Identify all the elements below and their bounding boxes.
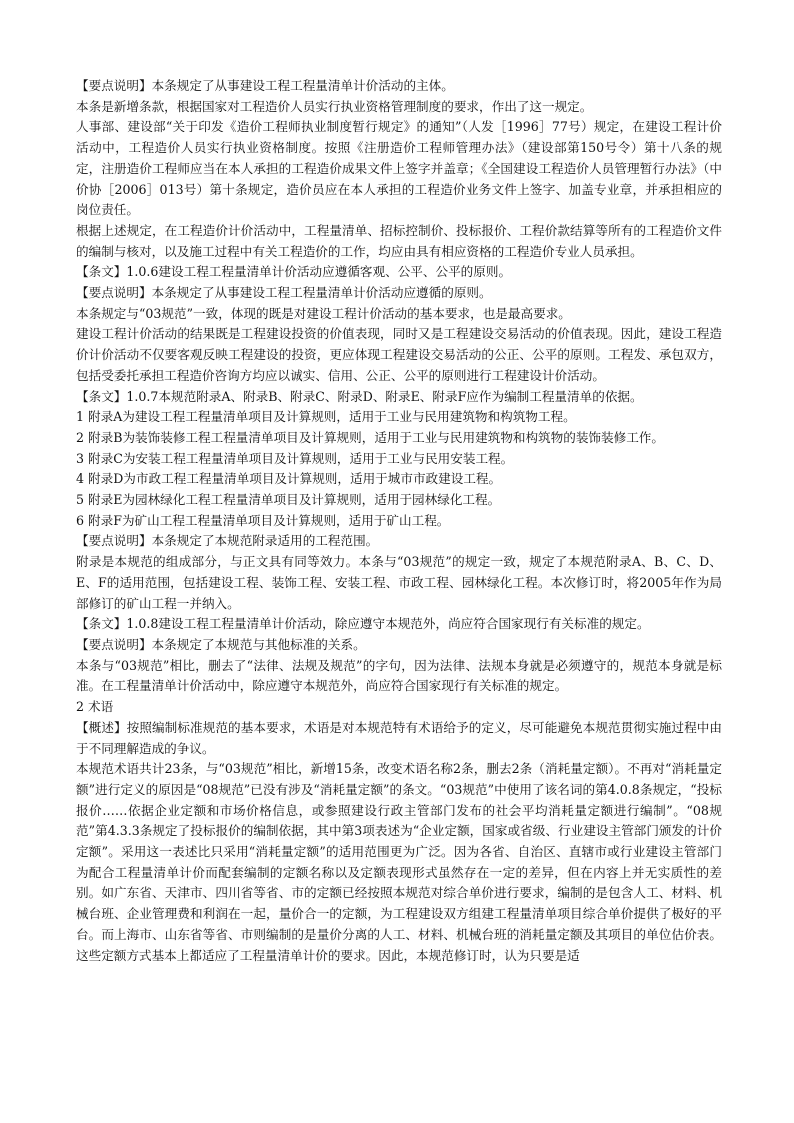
paragraph-key-point-subject: 【要点说明】本条规定了从事建设工程工程量清单计价活动的主体。 [76, 78, 454, 93]
paragraph-overview-terms: 【概述】按照编制标准规范的基本要求，术语是对本规范特有术语给予的定义，尽可能避免本规范贯彻实施过程中由于不同理解造成的争议。 [76, 719, 722, 756]
section-heading-terms: 2 术语 [76, 699, 114, 715]
paragraph-consistent-with-03: 本条规定与“03规范”一致，体现的既是对建设工程计价活动的基本要求，也是最高要求。 [76, 305, 571, 321]
list-item-appendix-c: 3 附录C为安装工程工程量清单项目及计算规则，适用于工业与民用安装工程。 [76, 450, 514, 466]
paragraph-article-1-0-6: 【条文】1.0.6建设工程工程量清单计价活动应遵循客观、公平、公平的原则。 [76, 264, 512, 280]
paragraph-article-1-0-8: 【条文】1.0.8建设工程工程量清单计价活动，除应遵守本规范外，尚应符合国家现行有关标准的规定。 [76, 616, 650, 632]
paragraph-qualified-personnel: 根据上述规定，在工程造价计价活动中，工程量清单、招标控制价、投标报价、工程价款结算等所有的工程造价文件的编制与核对，以及施工过程中有关工程造价的工作，均应由具有相应资格的工程造价专业人员承担。 [76, 222, 722, 259]
paragraph-key-point-other-standards: 【要点说明】本条规定了本规范与其他标准的关系。 [76, 636, 366, 652]
list-item-appendix-f: 6 附录F为矿山工程工程量清单项目及计算规则，适用于矿山工程。 [76, 512, 450, 528]
list-item-appendix-a: 1 附录A为建设工程工程量清单项目及计算规则，适用于工业与民用建筑物和构筑物工程。 [76, 409, 576, 425]
list-item-appendix-e: 5 附录E为园林绿化工程工程量清单项目及计算规则，适用于园林绿化工程。 [76, 492, 501, 508]
list-item-appendix-d: 4 附录D为市政工程工程量清单项目及计算规则，适用于城市市政建设工程。 [76, 471, 502, 487]
paragraph-new-clause: 本条是新增条款，根据国家对工程造价人员实行执业资格管理制度的要求，作出了这一规定。 [76, 98, 593, 114]
paragraph-appendix-effect: 附录是本规范的组成部分，与正文具有同等效力。本条与“03规范”的规定一致，规定了本规范附录A、B、C、D、E、F的适用范围，包括建设工程、装饰工程、安装工程、市政工程、园林绿化工程。本次修订时，将2005年作为局部修订的矿山工程一并纳入。 [76, 554, 722, 611]
paragraph-removed-wording: 本条与“03规范”相比，删去了“法律、法规及规范”的字句，因为法律、法规本身就是必须遵守的，规范本身就是标准。在工程量清单计价活动中，除应遵守本规范外，尚应符合国家现行有关标准的规定。 [76, 657, 722, 694]
paragraph-term-count: 本规范术语共计23条，与“03规范”相比，新增15条，改变术语名称2条，删去2条（消耗量定额）。不再对“消耗量定额”进行定义的原因是“08规范”已没有涉及“消耗量定额”的条文。“03规范”中使用了该名词的第4.0.8条规定，“投标报价……依据企业定额和市场价格信息，或参照建设行政主管部门发布的社会平均消耗量定额进行编制”。“08规范”第4.3.3条规定了投标报价的编制依据，其中第3项表述为“企业定额，国家或省级、行业建设主管部门颁发的计价定额”。采用这一表述比只采用“消耗量定额”的适用范围更为广泛。因为各省、自治区、直辖市或行业建设主管部门为配合工程量清单计价而配套编制的定额名称以及定额表现形式虽然存在一定的差异，但在内容上并无实质性的差别。如广东省、天津市、四川省等省、市的定额已经按照本规范对综合单价进行要求，编制的是包含人工、材料、机械台班、企业管理费和利润在一起，量价合一的定额，为工程建设双方组建工程量清单项目综合单价提供了极好的平台。而上海市、山东省等省、市则编制的是量价分离的人工、材料、机械台班的消耗量定额及其项目的单位估价表。这些定额方式基本上都适应了工程量清单计价的要求。因此，本规范修订时，认为只要是适 [76, 761, 722, 963]
paragraph-article-1-0-7: 【条文】1.0.7本规范附录A、附录B、附录C、附录D、附录E、附录F应作为编制工程量清单的依据。 [76, 388, 643, 404]
paragraph-qualification-rules: 人事部、建设部“关于印发《造价工程师执业制度暂行规定》的通知”（人发［1996］77号）规定，在建设工程计价活动中，工程造价人员实行执业资格制度。按照《注册造价工程师管理办法》（建设部第150号令）第十八条的规定，注册造价工程师应当在本人承担的工程造价成果文件上签字并盖章；《全国建设工程造价人员管理暂行办法》（中价协［2006］013号）第十条规定，造价员应在本人承担的工程造价业务文件上签字、加盖专业章，并承担相应的岗位责任。 [76, 119, 722, 218]
list-item-appendix-b: 2 附录B为装饰装修工程工程量清单项目及计算规则，适用于工业与民用建筑物和构筑物的装饰装修工作。 [76, 429, 664, 445]
paragraph-key-point-appendix-scope: 【要点说明】本条规定了本规范附录适用的工程范围。 [76, 533, 379, 549]
paragraph-pricing-result: 建设工程计价活动的结果既是工程建设投资的价值表现，同时又是工程建设交易活动的价值表现。因此，建设工程造价计价活动不仅要客观反映工程建设的投资，更应体现工程建设交易活动的公正、公平的原则。工程发、承包双方，包括受委托承担工程造价咨询方均应以诚实、信用、公正、公平的原则进行工程建设计价活动。 [76, 326, 722, 383]
paragraph-key-point-principle: 【要点说明】本条规定了从事建设工程工程量清单计价活动应遵循的原则。 [76, 285, 492, 301]
document-page [76, 76, 722, 966]
